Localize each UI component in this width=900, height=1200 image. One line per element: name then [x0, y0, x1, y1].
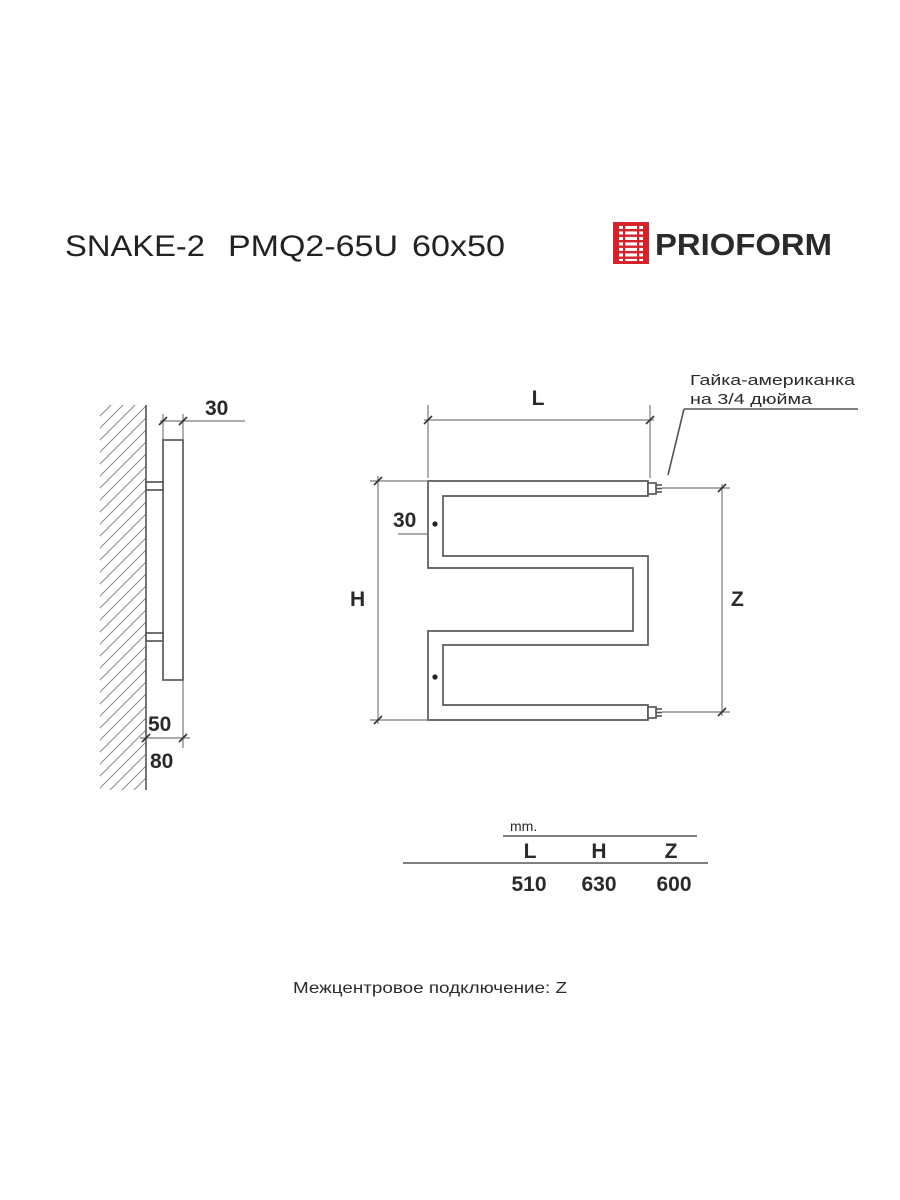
- brand-name: PRIOFORM: [655, 227, 832, 262]
- brand-logo: [613, 222, 832, 264]
- radiator-side-profile: [163, 440, 183, 680]
- side-total-depth-label: 80: [150, 750, 174, 773]
- value-cell: 600: [656, 873, 692, 896]
- pitch-label: 30: [393, 509, 417, 532]
- connection-note: Межцентровое подключение: Z: [293, 980, 568, 997]
- mount-point-bottom: [432, 674, 437, 679]
- logo-rung: [619, 235, 643, 237]
- wall-bracket-top: [146, 482, 163, 490]
- center-distance-label: Z: [731, 588, 744, 611]
- unit-label: mm.: [510, 818, 538, 834]
- radiator-ladder-icon: [613, 222, 649, 264]
- header-cell: L: [523, 840, 537, 863]
- nut-body: [648, 707, 656, 718]
- logo-rail: [623, 226, 625, 261]
- header-cell: Z: [664, 840, 678, 863]
- side-offset-label: 50: [148, 713, 172, 736]
- logo-rung: [619, 229, 643, 231]
- model-code: PMQ2-65U: [228, 230, 398, 263]
- logo-rung: [619, 257, 643, 259]
- width-label: L: [531, 387, 545, 410]
- wall-bracket-bottom: [146, 633, 163, 641]
- logo-rung: [619, 240, 643, 242]
- side-depth-label: 30: [205, 397, 229, 420]
- logo-rung: [619, 246, 643, 248]
- wall-hatch: [100, 405, 146, 790]
- bottom-connector-nut: [648, 707, 662, 718]
- logo-rung: [619, 251, 643, 253]
- mount-point-top: [432, 521, 437, 526]
- nut-note-line-1: Гайка-американка: [690, 372, 856, 389]
- header-cell: H: [591, 840, 607, 863]
- model-size: 60x50: [412, 230, 505, 263]
- height-label: H: [350, 588, 366, 611]
- logo-rail: [637, 226, 639, 261]
- nut-body: [648, 483, 656, 494]
- title-block: [65, 230, 505, 263]
- value-cell: 510: [511, 873, 547, 896]
- model-name: SNAKE-2: [65, 230, 205, 263]
- value-cell: 630: [581, 873, 617, 896]
- top-connector-nut: [648, 483, 662, 494]
- nut-note-line-2: на 3/4 дюйма: [690, 391, 813, 408]
